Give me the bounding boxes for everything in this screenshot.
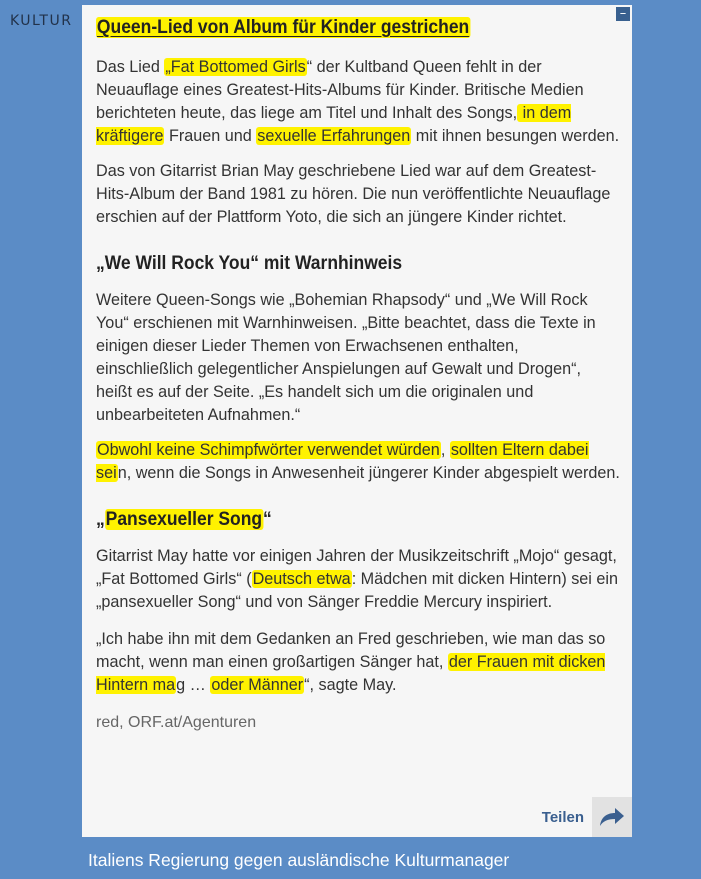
- section-label: KULTUR: [10, 13, 73, 29]
- h-pan-text-b: “: [262, 509, 272, 530]
- p6-highlight-2: oder Männer: [211, 676, 304, 694]
- paragraph-1: [96, 56, 620, 148]
- p5-text-a: Gitarrist May hatte vor einigen Jahren der Musikzeitschrift „Mojo“ gesagt, „Fat Bottomed Girls“ (: [96, 547, 617, 588]
- p6-text-b: g …: [176, 676, 211, 694]
- h-pan-text-a: „: [96, 509, 105, 530]
- p1-highlight-3: sexuelle Erfahrungen: [257, 127, 411, 145]
- p4-text-a: ,: [440, 441, 450, 459]
- paragraph-4: [96, 439, 620, 485]
- p1-text-d: mit ihnen besungen werden.: [411, 127, 620, 145]
- article-content: [96, 15, 620, 734]
- p4-highlight-2: sollten Eltern dabei sei: [96, 441, 589, 482]
- share-label: Teilen: [541, 808, 584, 826]
- p5-highlight: Deutsch etwa: [252, 570, 351, 588]
- p1-text-b: “ der Kultband Queen fehlt in der Neuauflage eines Greatest-Hits-Albums für Kinder. Britische Medien berichteten heute, das liege am Titel und Inhalt des Songs,: [96, 58, 584, 122]
- h-pan-highlight: Pansexueller Song: [105, 509, 263, 530]
- paragraph-5: [96, 545, 620, 614]
- share-arrow-icon[interactable]: [592, 797, 632, 837]
- p1-text-a: Das Lied: [96, 58, 165, 76]
- p4-text-b: n, wenn die Songs in Anwesenheit jüngerer Kinder abgespielt werden.: [117, 464, 620, 482]
- paragraph-6: [96, 628, 620, 697]
- paragraph-3: Weitere Queen-Songs wie „Bohemian Rhapsody“ und „We Will Rock You“ erschienen mit Warnhinweisen. „Bitte beachtet, dass die Texte in einigen dieser Lieder Themen von Erwachsenen enthalten, einschließlich gelegentlicher Anspielungen auf Gewalt und Drogen“, heißt es auf der Seite. „Es handelt sich um die originalen und unbearbeiteten Aufnahmen.“: [96, 291, 596, 424]
- article-card: [82, 5, 632, 837]
- p4-highlight-1: Obwohl keine Schimpfwörter verwendet würden: [97, 441, 440, 459]
- p1-highlight-1: „Fat Bottomed Girls: [165, 58, 306, 76]
- p6-highlight-1: der Frauen mit dicken Hintern ma: [96, 653, 606, 694]
- p1-text-c: Frauen und: [164, 127, 257, 145]
- next-article-link[interactable]: Italiens Regierung gegen ausländische Kulturmanager: [88, 850, 510, 870]
- p1-highlight-2: in dem kräftigere: [96, 104, 572, 145]
- article-credit: red, ORF.at/Agenturen: [96, 714, 257, 731]
- paragraph-2: Das von Gitarrist Brian May geschriebene Lied war auf dem Greatest-Hits-Album der Band 1981 zu hören. Die nun veröffentlichte Neuauflage erschien auf der Plattform Yoto, die sich an jüngere Kinder richtet.: [96, 162, 611, 226]
- p6-text-c: “, sagte May.: [304, 676, 397, 694]
- p6-text-a: „Ich habe ihn mit dem Gedanken an Fred geschrieben, wie man das so macht, wenn man einen großartigen Sänger hat,: [96, 630, 606, 671]
- p5-text-b: : Mädchen mit dicken Hintern) sei ein „pansexueller Song“ und von Sänger Freddie Mercury inspiriert.: [96, 570, 618, 611]
- subheading-pansexuell: [96, 507, 578, 533]
- share-button[interactable]: [542, 797, 632, 837]
- subheading-warnhinweis: „We Will Rock You“ mit Warnhinweis: [96, 253, 403, 274]
- article-title: [96, 15, 578, 41]
- collapse-button[interactable]: –: [616, 7, 630, 21]
- article-title-text: Queen-Lied von Album für Kinder gestrichen: [96, 17, 470, 38]
